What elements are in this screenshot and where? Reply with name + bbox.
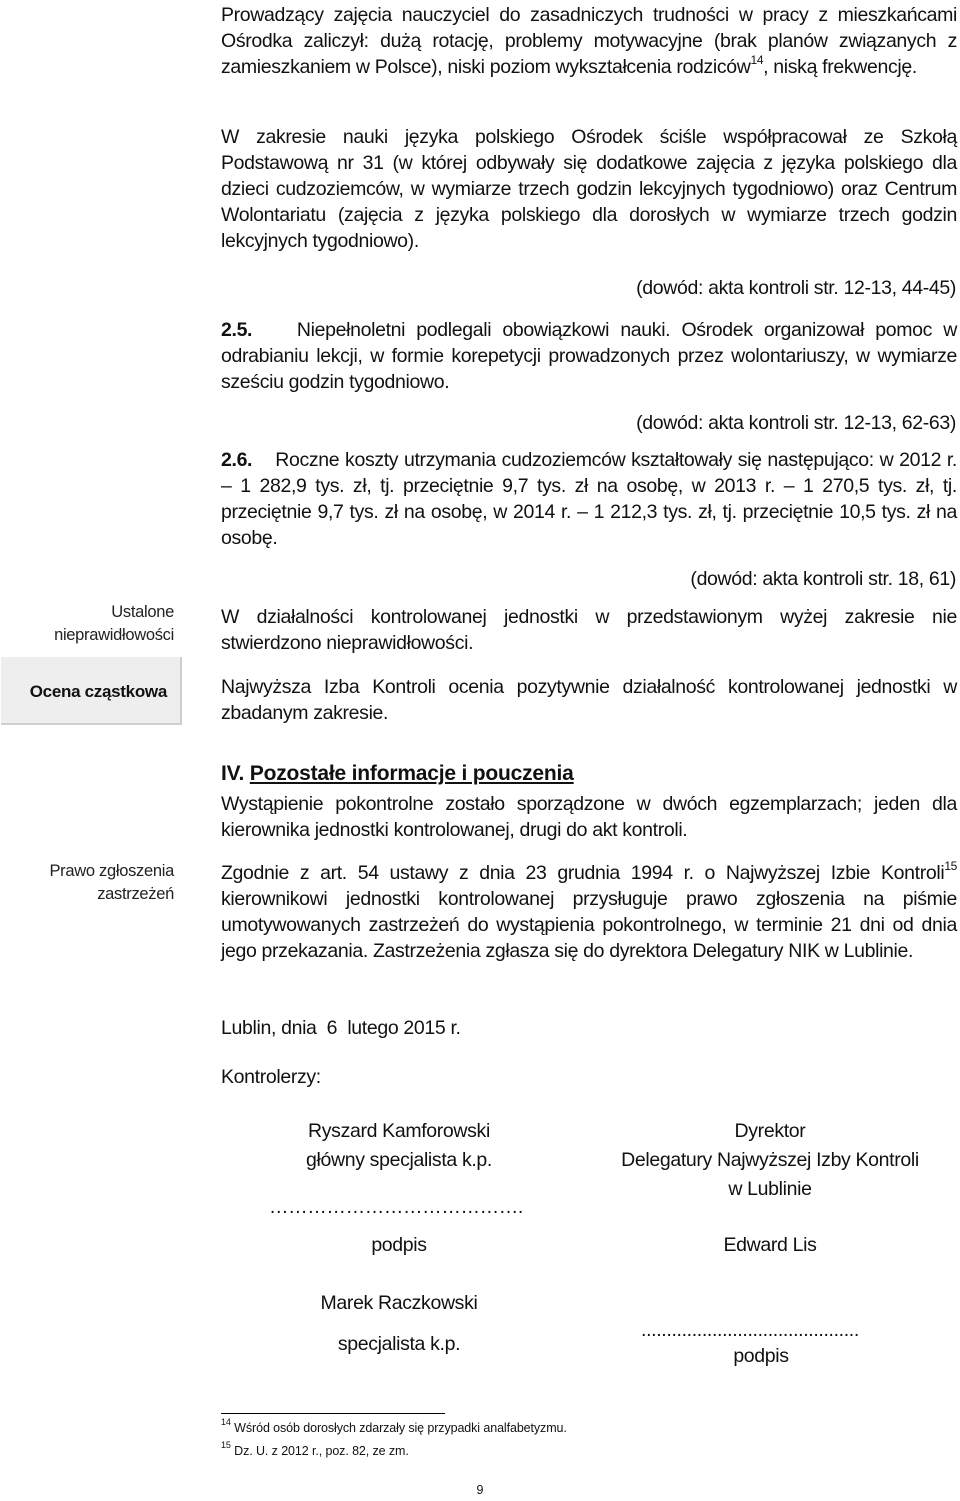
paragraph-polish-language [221,124,957,254]
paragraph-text: Wystąpienie pokontrolne zostało sporządzone w dwóch egzemplarzach; jeden dla kierownika jednostki kontrolowanej, drugi do akt kontroli. [221,793,957,841]
signature-right-block [600,1117,940,1204]
evidence-reference-1: (dowód: akta kontroli str. 12-13, 44-45) [636,277,956,299]
inspectors-label: Kontrolerzy: [221,1066,321,1088]
partial-assessment-box [1,657,182,725]
footnote-15 [221,1439,409,1458]
director-delegation: Delegatury Najwyższej Izby Kontroli [621,1149,919,1171]
paragraph-teacher-difficulties [221,2,957,80]
paragraph-copies [221,791,957,843]
section-text: Niepełnoletni podlegali obowiązkowi nauki. Ośrodek organizował pomoc w odrabianiu lekcji, w formie korepetycji prowadzonych przez wolontariuszy, w wymiarze sześciu godzin tygodniowo. [221,319,957,393]
section-text: Roczne koszty utrzymania cudzoziemców kształtowały się następująco: w 2012 r. – 1 282,9 tys. zł, tj. przeciętnie 9,7 tys. zł na osobę, w 2013 r. – 1 270,5 tys. zł, tj. przeciętnie 9,7 tys. zł na osobę, w 2014 r. – 1 212,3 tys. zł, tj. przeciętnie 10,5 tys. zł na osobę. [221,449,957,549]
director-name: Edward Lis [723,1234,817,1256]
paragraph-tail: , niską frekwencję. [763,56,917,78]
paragraph-assessment [221,674,957,726]
signature-left-podpis: podpis [371,1234,427,1256]
inspector-2-name: Marek Raczkowski [320,1292,478,1314]
section-2-5 [221,317,957,395]
footnote-number: 14 [221,1416,231,1427]
partial-assessment-label: Ocena cząstkowa [29,682,167,701]
date-line: Lublin, dnia 6 lutego 2015 r. [221,1017,461,1039]
side-label-irregularities: Ustalone nieprawidłowości [54,603,174,644]
footnote-text: Wśród osób dorosłych zdarzały się przypadki analfabetyzmu. [230,1421,567,1435]
evidence-reference-2: (dowód: akta kontroli str. 12-13, 62-63) [636,412,956,434]
side-label-right-to-object: Prawo zgłoszenia zastrzeżeń [49,862,174,903]
section-iv-title: Pozostałe informacje i pouczenia [249,762,574,785]
paragraph-text: W działalności kontrolowanej jednostki w przedstawionym wyżej zakresie nie stwierdzono nieprawidłowości. [221,606,957,654]
footnote-number: 15 [221,1439,231,1450]
footnote-14 [221,1416,567,1435]
paragraph-text: Najwyższa Izba Kontroli ocenia pozytywnie działalność kontrolowanej jednostki w zbadanym zakresie. [221,676,957,724]
paragraph-tail: kierownikowi jednostki kontrolowanej przysługuje prawo zgłoszenia na piśmie umotywowanych zastrzeżeń do wystąpienia pokontrolnego, w terminie 21 dni od dnia jego przekazania. Zastrzeżenia zgłasza się do dyrektora Delegatury NIK w Lublinie. [221,888,957,962]
inspector-1-name: Ryszard Kamforowski [308,1120,490,1142]
inspector-1-role: główny specjalista k.p. [306,1149,492,1171]
paragraph-right-to-object [221,860,957,964]
inspector-2-role: specjalista k.p. [337,1333,461,1355]
director-title: Dyrektor [734,1120,806,1142]
paragraph-text: Prowadzący zajęcia nauczyciel do zasadniczych trudności w pracy z mieszkańcami Ośrodka zaliczył: dużą rotację, problemy motywacyjne (brak planów związanych z zamieszkaniem w Polsce), niski poziom wykształcenia rodziców [221,4,957,78]
signature-right-podpis: podpis [733,1345,789,1367]
evidence-reference-3: (dowód: akta kontroli str. 18, 61) [690,568,956,590]
signature-left-dots: …………………………………. [268,1196,524,1218]
paragraph-text: W zakresie nauki języka polskiego Ośrodek ściśle współpracował ze Szkołą Podstawową nr 31 (w której odbywały się dodatkowe zajęcia z języka polskiego dla dzieci cudzoziemców, w wymiarze trzech godzin lekcyjnych tygodniowo) oraz Centrum Wolontariatu (zajęcia z języka polskiego dla dorosłych w wymiarze trzech godzin lekcyjnych tygodniowo). [221,126,957,252]
signature-left-block [262,1117,536,1175]
paragraph-irregularities [221,604,957,656]
paragraph-text: Zgodnie z art. 54 ustawy z dnia 23 grudnia 1994 r. o Najwyższej Izbie Kontroli [221,862,945,884]
section-iv-number: IV. [221,762,245,785]
footnote-ref-14: 14 [750,52,764,67]
signature-right-dots: ........................................... [641,1319,859,1341]
section-2-6 [221,447,957,551]
footnote-separator [221,1413,445,1414]
director-city: w Lublinie [728,1178,812,1200]
section-iv-heading [221,762,574,786]
footnote-text: Dz. U. z 2012 r., poz. 82, ze zm. [230,1444,409,1458]
section-number: 2.5. [221,319,253,341]
footnote-ref-15: 15 [944,858,957,873]
section-number: 2.6. [221,449,253,471]
page-number: 9 [476,1483,484,1497]
